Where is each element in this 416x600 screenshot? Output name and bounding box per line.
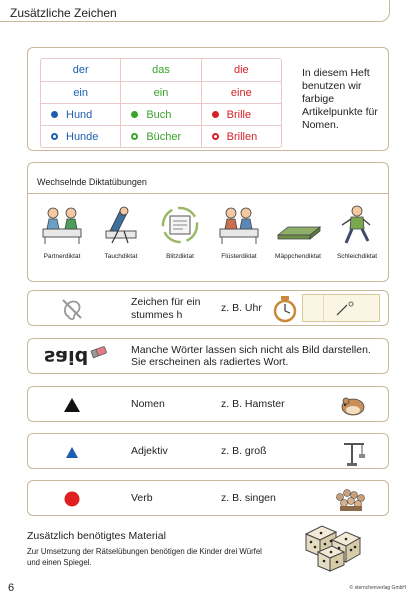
verb-example: z. B. singen xyxy=(221,492,276,504)
articles-row-plural xyxy=(41,125,281,147)
article-der: der xyxy=(72,64,89,76)
noun-brillen-label: Brillen xyxy=(226,130,258,143)
feminine-ring-icon xyxy=(212,133,219,140)
noun-buch xyxy=(120,104,200,125)
crossed-ear-icon xyxy=(59,296,85,322)
adjective-symbol xyxy=(52,439,92,465)
page-header xyxy=(0,0,390,22)
dictation-label-whisper: Flüsterdiktat xyxy=(221,253,257,260)
noun-brillen xyxy=(201,126,281,147)
page-number: 6 xyxy=(8,582,15,594)
masculine-dot-icon xyxy=(51,111,58,118)
neuter-ring-icon xyxy=(131,133,138,140)
noun-symbol xyxy=(52,392,92,418)
material-title: Zusätzlich benötigtes Material xyxy=(27,530,166,542)
dice-icon xyxy=(300,520,366,572)
dictation-label-dive: Tauchdiktat xyxy=(104,253,138,260)
article-eine: eine xyxy=(201,82,281,103)
wand-icon xyxy=(333,301,359,317)
silent-h-scene-panel xyxy=(302,294,380,322)
copyright-note: © sternchenverlag GmbH xyxy=(349,585,406,591)
noun-brille-label: Brille xyxy=(226,108,252,121)
dictation-label-pencilcase: Mäppchendiktat xyxy=(275,253,321,260)
dive-dictation-icon xyxy=(100,205,142,245)
feminine-dot-icon xyxy=(212,111,219,118)
verb-label: Verb xyxy=(131,492,153,504)
articles-row-definite xyxy=(41,59,281,81)
noun-buecher-label: Bücher xyxy=(146,130,182,143)
articles-box xyxy=(27,47,389,151)
noun-brille xyxy=(201,104,281,125)
masculine-ring-icon xyxy=(51,133,58,140)
flash-dictation-icon xyxy=(159,205,201,245)
pencilcase-dictation-icon xyxy=(274,205,322,245)
erased-word-line1: Manche Wörter lassen sich nicht als Bild darstellen. xyxy=(131,344,371,356)
neuter-dot-icon xyxy=(131,111,138,118)
silent-h-row xyxy=(27,290,389,326)
singing-choir-icon xyxy=(334,487,366,511)
noun-hund-label: Hund xyxy=(66,108,93,121)
page-title: Zusätzliche Zeichen xyxy=(10,6,117,20)
dictation-item-dive xyxy=(92,205,150,260)
dictation-title: Wechselnde Diktatübungen xyxy=(37,177,147,187)
adjective-row xyxy=(27,433,389,469)
erased-word-symbol xyxy=(44,344,108,370)
eraser-icon xyxy=(90,345,108,359)
silent-h-symbol xyxy=(52,296,92,322)
article-ein-n: ein xyxy=(120,82,200,103)
scene-line xyxy=(323,295,324,323)
dictation-item-whisper xyxy=(210,205,268,260)
article-die: die xyxy=(201,59,281,81)
noun-row xyxy=(27,386,389,422)
adjective-example: z. B. groß xyxy=(221,445,267,457)
silent-h-label-line1: Zeichen für ein xyxy=(131,296,201,308)
verb-row xyxy=(27,480,389,516)
crane-icon xyxy=(342,440,366,466)
sneak-dictation-icon xyxy=(336,205,378,245)
articles-note: In diesem Heft benutzen wir farbige Artikelpunkte für Nomen. xyxy=(302,67,378,131)
noun-buecher xyxy=(120,126,200,147)
dictation-item-flash xyxy=(151,205,209,260)
erased-word-row xyxy=(27,338,389,374)
adjective-label: Adjektiv xyxy=(131,445,168,457)
articles-row-indefinite xyxy=(41,81,281,103)
articles-table xyxy=(40,58,282,148)
dictation-label-flash: Blitzdiktat xyxy=(166,253,194,260)
noun-hunde-label: Hunde xyxy=(66,130,99,143)
red-circle-icon xyxy=(64,491,80,507)
articles-row-singular xyxy=(41,103,281,125)
article-ein-m: ein xyxy=(73,86,88,99)
silent-h-example: z. B. Uhr xyxy=(221,302,262,314)
verb-symbol xyxy=(52,486,92,512)
noun-example: z. B. Hamster xyxy=(221,398,285,410)
black-triangle-icon xyxy=(63,397,81,413)
dictation-label-partner: Partnerdiktat xyxy=(43,253,81,260)
silent-h-label-line2: stummes h xyxy=(131,309,183,321)
dictation-list xyxy=(28,205,388,275)
noun-buch-label: Buch xyxy=(146,108,172,121)
noun-hunde xyxy=(41,126,120,147)
dictation-divider xyxy=(28,193,388,194)
article-das: das xyxy=(120,59,200,81)
noun-hund xyxy=(41,104,120,125)
whisper-dictation-icon xyxy=(218,205,260,245)
material-text: Zur Umsetzung der Rätselübungen benötigen die Kinder drei Würfel und einen Spiegel. xyxy=(27,547,262,567)
partner-dictation-icon xyxy=(41,205,83,245)
watch-icon xyxy=(272,295,298,323)
dictation-box xyxy=(27,162,389,282)
dictation-item-pencilcase xyxy=(269,205,327,260)
erased-word-text: said xyxy=(44,346,89,368)
dictation-label-sneak: Schleichdiktat xyxy=(336,253,378,260)
noun-label: Nomen xyxy=(131,398,165,410)
dictation-item-sneak xyxy=(328,205,386,260)
blue-triangle-icon xyxy=(66,447,78,458)
erased-word-line2: Sie erscheinen als radiertes Wort. xyxy=(131,356,289,368)
hamster-icon xyxy=(338,393,366,417)
dictation-item-partner xyxy=(33,205,91,260)
